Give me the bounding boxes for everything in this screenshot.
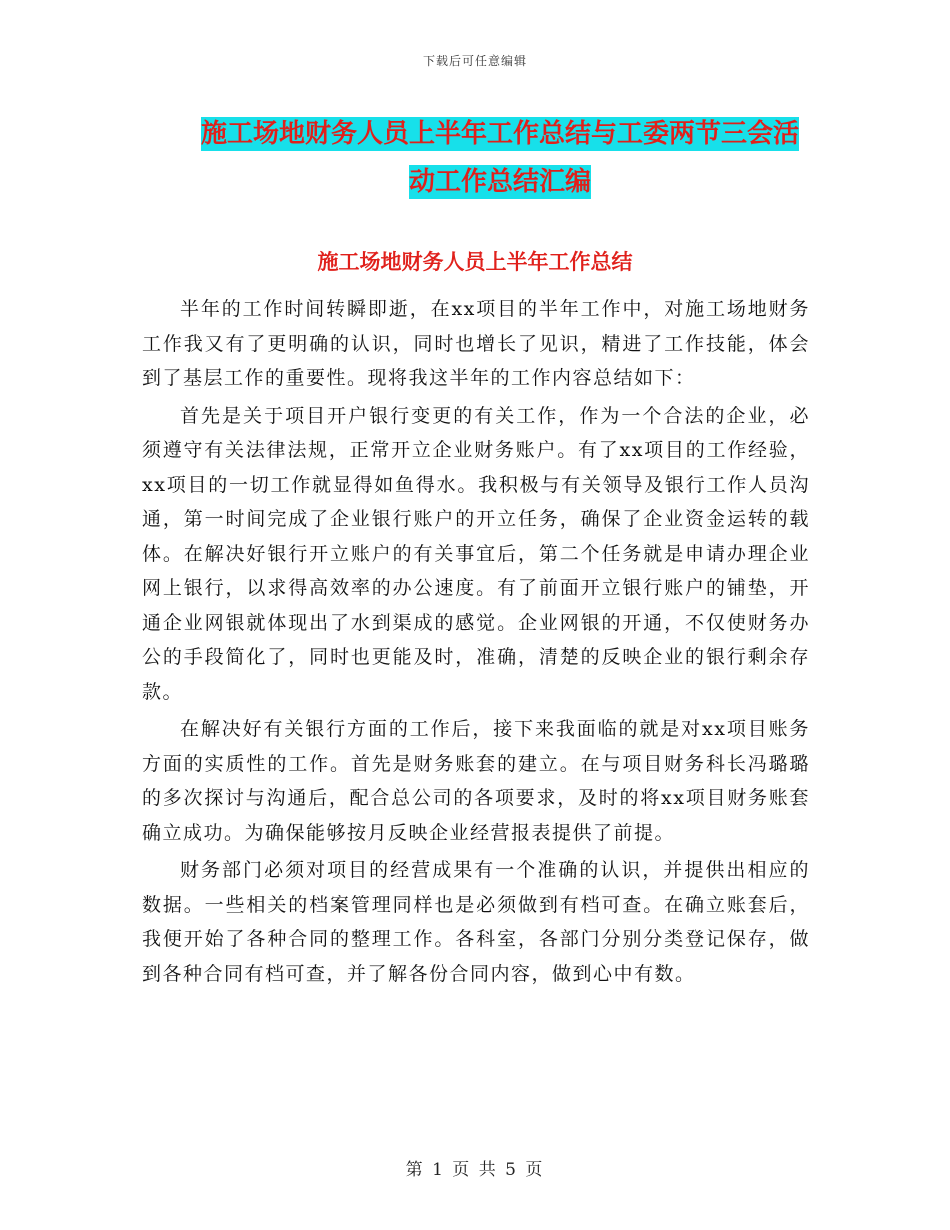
page-indicator: 第 1 页 共 5 页 xyxy=(405,1160,545,1180)
paragraph-1: 半年的工作时间转瞬即逝，在xx项目的半年工作中，对施工场地财务工作我又有了更明确的认识，同时也增长了见识，精进了工作技能，体会到了基层工作的重要性。现将我这半年的工作内容总结如下： xyxy=(142,298,810,389)
document-title xyxy=(140,110,860,206)
header-note: 下载后可任意编辑 xyxy=(422,54,527,68)
section-title: 施工场地财务人员上半年工作总结 xyxy=(317,250,633,274)
document-title-line-2: 动工作总结汇编 xyxy=(408,167,591,197)
paragraph-3: 在解决好有关银行方面的工作后，接下来我面临的就是对xx项目账务方面的实质性的工作。首先是财务账套的建立。在与项目财务科长冯璐璐的多次探讨与沟通后，配合总公司的各项要求，及时的将xx项目财务账套确立成功。为确保能够按月反映企业经营报表提供了前提。 xyxy=(142,718,810,844)
document-body xyxy=(142,292,810,991)
document-title-line-1: 施工场地财务人员上半年工作总结与工委两节三会活 xyxy=(200,119,799,149)
paragraph-2: 首先是关于项目开户银行变更的有关工作，作为一个合法的企业，必须遵守有关法律法规，正常开立企业财务账户。有了xx项目的工作经验，xx项目的一切工作就显得如鱼得水。我积极与有关领导及银行工作人员沟通，第一时间完成了企业银行账户的开立任务，确保了企业资金运转的载体。在解决好银行开立账户的有关事宜后，第二个任务就是申请办理企业网上银行，以求得高效率的办公速度。有了前面开立银行账户的铺垫，开通企业网银就体现出了水到渠成的感觉。企业网银的开通，不仅使财务办公的手段简化了，同时也更能及时，准确，清楚的反映企业的银行剩余存款。 xyxy=(142,404,810,703)
paragraph-4: 财务部门必须对项目的经营成果有一个准确的认识，并提供出相应的数据。一些相关的档案管理同样也是必须做到有档可查。在确立账套后，我便开始了各种合同的整理工作。各科室，各部门分别分类登记保存，做到各种合同有档可查，并了解各份合同内容，做到心中有数。 xyxy=(142,859,810,985)
